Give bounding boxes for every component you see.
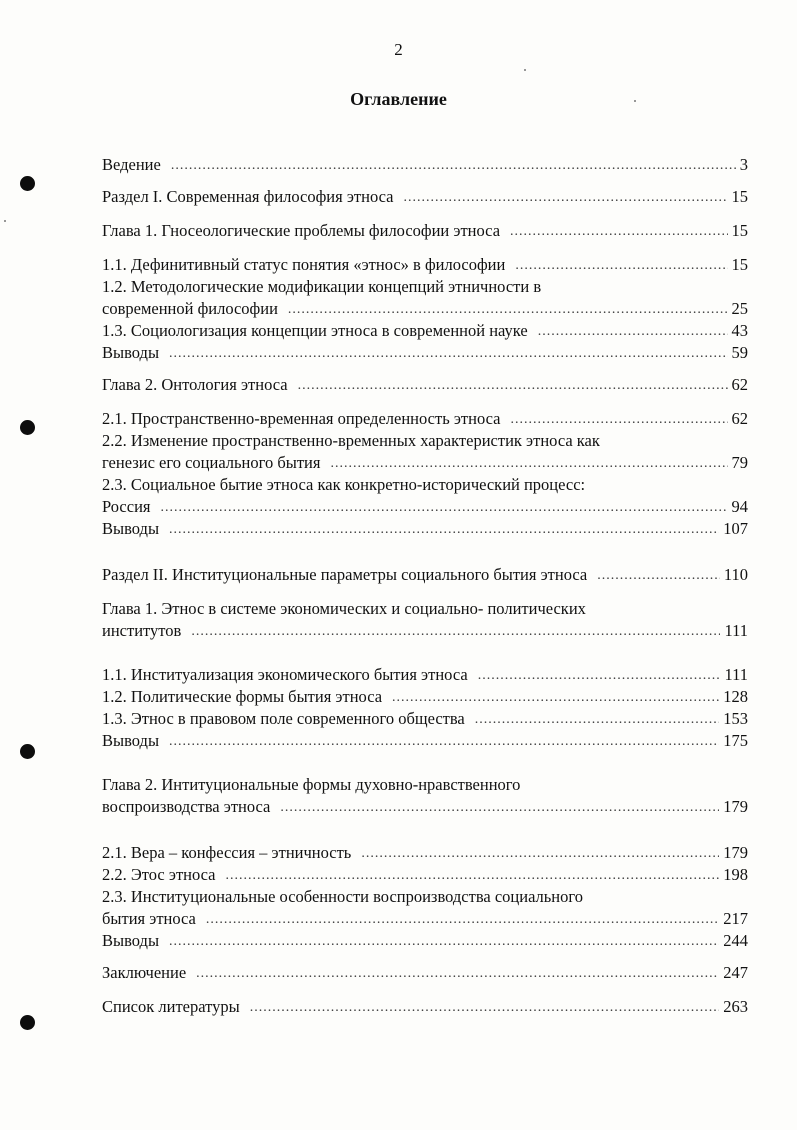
punch-hole [20, 420, 35, 435]
leader-dots [191, 620, 720, 642]
page-title: Оглавление [350, 89, 447, 109]
toc-entry [102, 374, 748, 396]
toc-entry-page: 107 [723, 519, 748, 538]
toc-entry-page: 263 [723, 997, 748, 1016]
toc-entry [102, 518, 748, 540]
toc-entry-title: 1.2. Методологические модификации концепций этничности в [102, 277, 542, 296]
toc-entry-title: Раздел I. Современная философия этноса [102, 187, 394, 206]
leader-dots [392, 686, 719, 708]
toc-entry [102, 842, 748, 864]
toc-entry [102, 408, 748, 430]
leader-dots [515, 254, 727, 276]
toc-entry-title: 1.1. Институализация экономического бытия этноса [102, 665, 468, 684]
punch-hole [20, 744, 35, 759]
toc-entry-title: Выводы [102, 731, 160, 750]
toc-entry-title: Глава 2. Онтология этноса [102, 375, 288, 394]
toc-entry-title: 1.2. Политические формы бытия этноса [102, 687, 383, 706]
toc-entry [102, 864, 748, 886]
toc-entry [102, 962, 748, 984]
toc-entry-title: генезис его социального бытия [102, 453, 321, 472]
leader-dots [597, 564, 720, 586]
punch-hole [20, 1015, 35, 1030]
toc-entry-title: Выводы [102, 519, 160, 538]
scan-speck [524, 69, 526, 71]
leader-dots [161, 496, 728, 518]
leader-dots [478, 664, 721, 686]
leader-dots [169, 730, 719, 752]
toc-entry [102, 320, 748, 342]
leader-dots [361, 842, 719, 864]
leader-dots [475, 708, 719, 730]
toc-entry-page: 244 [723, 931, 748, 950]
toc-entry-page: 25 [731, 299, 748, 318]
toc-entry-title: 2.3. Институциональные особенности воспроизводства социального [102, 887, 583, 906]
toc-entry [102, 254, 748, 276]
toc-entry [102, 220, 748, 242]
toc-entry [102, 620, 748, 642]
leader-dots [196, 962, 719, 984]
leader-dots [538, 320, 728, 342]
toc-entry-title: современной философии [102, 299, 278, 318]
toc-entry [102, 796, 748, 818]
toc-entry [102, 996, 748, 1018]
scan-speck [4, 220, 6, 222]
toc-entry-page: 128 [723, 687, 748, 706]
toc-entry [102, 496, 748, 518]
toc-entry-page: 111 [724, 621, 748, 640]
toc-entry-title: институтов [102, 621, 182, 640]
leader-dots [169, 930, 719, 952]
toc-entry [102, 930, 748, 952]
leader-dots [403, 186, 727, 208]
toc-entry [102, 686, 748, 708]
toc-entry-title: Список литературы [102, 997, 240, 1016]
toc-entry-page: 3 [739, 155, 748, 174]
toc-entry-title: Заключение [102, 963, 187, 982]
toc-entry-title: Раздел II. Институциональные параметры социального бытия этноса [102, 565, 588, 584]
toc-entry [102, 708, 748, 730]
punch-hole [20, 176, 35, 191]
toc-entry-page: 15 [731, 255, 748, 274]
toc-entry-page: 175 [723, 731, 748, 750]
toc-entry-page: 198 [723, 865, 748, 884]
page-number: 2 [394, 40, 403, 59]
toc-entry-title: 1.1. Дефинитивный статус понятия «этнос» в философии [102, 255, 506, 274]
toc-entry-page: 111 [724, 665, 748, 684]
toc-entry-page: 79 [731, 453, 748, 472]
toc-entry-page: 15 [731, 221, 748, 240]
toc-entry-title: Выводы [102, 931, 160, 950]
toc-entry [102, 186, 748, 208]
toc-entry [102, 730, 748, 752]
leader-dots [226, 864, 720, 886]
leader-dots [298, 374, 728, 396]
toc-entry-title: Глава 2. Интитуциональные формы духовно-нравственного [102, 775, 521, 794]
toc-entry-page: 15 [731, 187, 748, 206]
toc-entry-title: 2.1. Пространственно-временная определенность этноса [102, 409, 501, 428]
toc-entry-page: 62 [731, 409, 748, 428]
leader-dots [280, 796, 719, 818]
toc-entry-title: Глава 1. Этнос в системе экономических и социально- политических [102, 599, 586, 618]
leader-dots [169, 342, 727, 364]
leader-dots [510, 408, 727, 430]
toc-entry-page: 43 [731, 321, 748, 340]
toc-entry-title: воспроизводства этноса [102, 797, 271, 816]
toc-entry [102, 664, 748, 686]
leader-dots [330, 452, 727, 474]
toc-entry [102, 564, 748, 586]
leader-dots [169, 518, 719, 540]
toc-entry-title: 2.2. Этос этноса [102, 865, 216, 884]
toc-entry [102, 342, 748, 364]
scan-speck [634, 100, 636, 102]
leader-dots [171, 154, 736, 176]
toc-entry-page: 179 [723, 797, 748, 816]
leader-dots [288, 298, 728, 320]
toc-entry-title: Россия [102, 497, 151, 516]
toc-entry-title: 2.3. Социальное бытие этноса как конкретно-исторический процесс: [102, 475, 586, 494]
toc-entry-title: Глава 1. Гносеологические проблемы философии этноса [102, 221, 501, 240]
toc-entry-page: 179 [723, 843, 748, 862]
toc-entry-title: Ведение [102, 155, 161, 174]
toc-entry-title: бытия этноса [102, 909, 196, 928]
toc-entry [102, 908, 748, 930]
toc-entry-page: 59 [731, 343, 748, 362]
toc-entry-title: Выводы [102, 343, 160, 362]
toc-entry-page: 153 [723, 709, 748, 728]
leader-dots [206, 908, 719, 930]
toc-entry [102, 298, 748, 320]
toc-entry-title: 1.3. Социологизация концепции этноса в современной науке [102, 321, 528, 340]
leader-dots [250, 996, 720, 1018]
toc-entry-page: 62 [731, 375, 748, 394]
toc-entry [102, 154, 748, 176]
toc-entry-page: 110 [723, 565, 748, 584]
toc-entry-title: 2.2. Изменение пространственно-временных характеристик этноса как [102, 431, 600, 450]
toc-entry-title: 1.3. Этнос в правовом поле современного общества [102, 709, 465, 728]
toc-entry-page: 247 [723, 963, 748, 982]
leader-dots [510, 220, 727, 242]
toc-entry-page: 94 [731, 497, 748, 516]
toc-entry [102, 452, 748, 474]
toc-entry-title: 2.1. Вера – конфессия – этничность [102, 843, 352, 862]
toc-entry-page: 217 [723, 909, 748, 928]
